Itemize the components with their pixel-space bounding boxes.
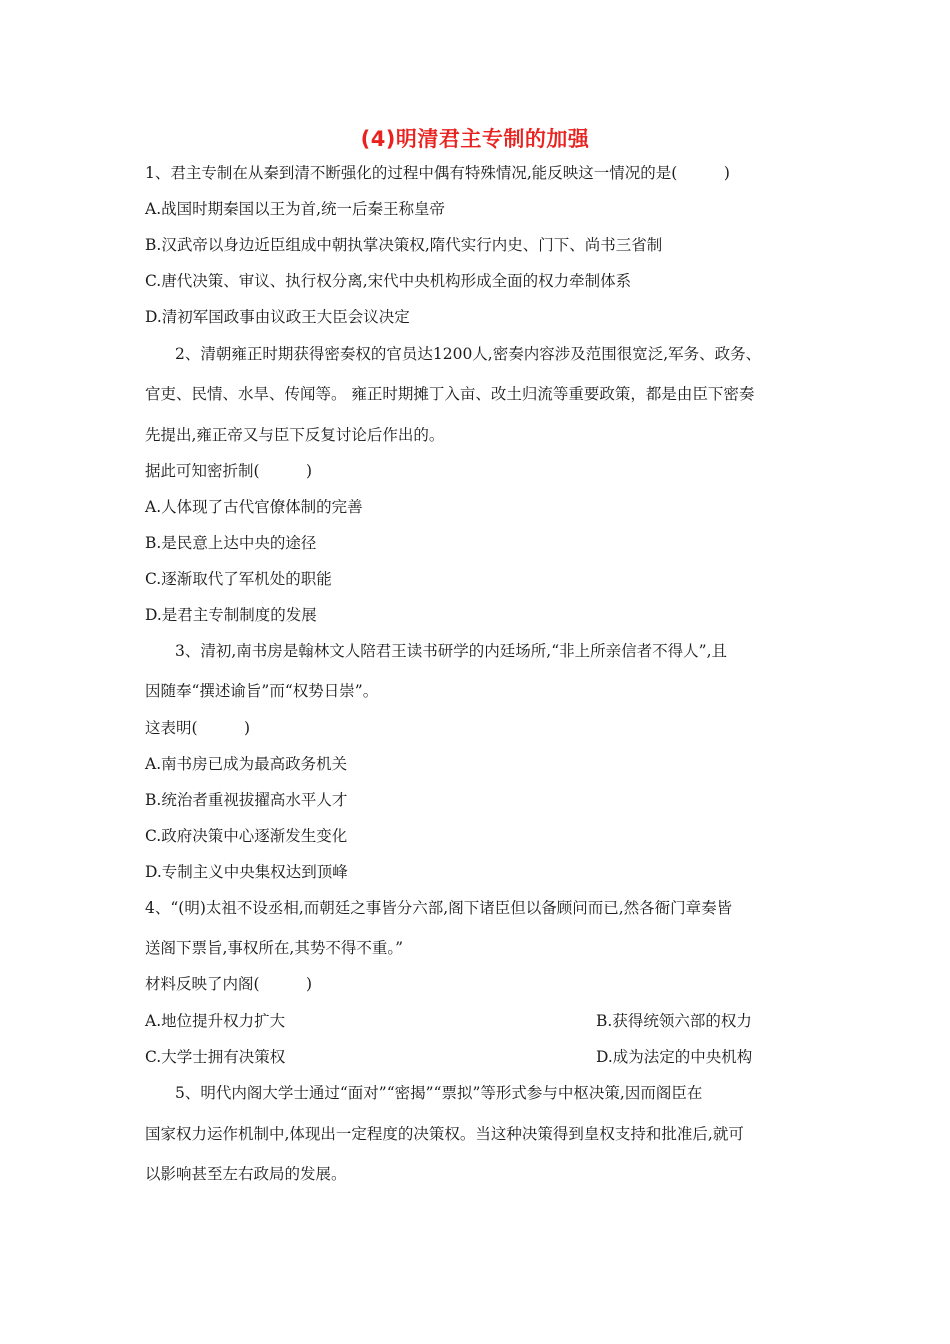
- question-4-option-b: B.获得统领六部的权力: [596, 1012, 752, 1030]
- question-3-option-a: A.南书房已成为最高政务机关: [145, 755, 348, 773]
- question-2-stem-line-2: 官吏、民情、水旱、传闻等。 雍正时期摊丁入亩、改土归流等重要政策，都是由臣下密奏: [145, 385, 755, 403]
- question-2-prompt: 据此可知密折制( ): [145, 462, 313, 480]
- question-3-prompt: 这表明( ): [145, 719, 251, 737]
- question-2-option-d: D.是君主专制制度的发展: [145, 606, 317, 624]
- question-4-prompt: 材料反映了内阁( ): [145, 975, 313, 993]
- question-3-stem-line-2: 因随奉“撰述谕旨”而“权势日崇”。: [145, 682, 379, 700]
- question-3-option-c: C.政府决策中心逐渐发生变化: [145, 827, 348, 845]
- question-2-stem-line-1: 2、清朝雍正时期获得密奏权的官员达1200人,密奏内容涉及范围很宽泛,军务、政务、: [175, 345, 762, 363]
- question-2-option-c: C.逐渐取代了军机处的职能: [145, 570, 332, 588]
- question-1-option-a: A.战国时期秦国以王为首,统一后秦王称皇帝: [145, 200, 446, 218]
- document-title: (4)明清君主专制的加强: [360, 127, 590, 151]
- question-5-stem-line-1: 5、明代内阁大学士通过“面对”“密揭”“票拟”等形式参与中枢决策,因而阁臣在: [175, 1084, 703, 1102]
- question-1-option-c: C.唐代决策、审议、执行权分离,宋代中央机构形成全面的权力牵制体系: [145, 272, 632, 290]
- question-1-option-d: D.清初军国政事由议政王大臣会议决定: [145, 308, 410, 326]
- question-2-option-a: A.人体现了古代官僚体制的完善: [145, 498, 363, 516]
- question-1-option-b: B.汉武帝以身边近臣组成中朝执掌决策权,隋代实行内史、门下、尚书三省制: [145, 236, 663, 254]
- question-4-stem-line-1: 4、“(明)太祖不设丞相,而朝廷之事皆分六部,阁下诸臣但以备顾问而已,然各衙门章奏皆: [145, 899, 733, 917]
- question-4-option-c: C.大学士拥有决策权: [145, 1048, 286, 1066]
- question-3-option-d: D.专制主义中央集权达到顶峰: [145, 863, 348, 881]
- question-5-stem-line-3: 以影响甚至左右政局的发展。: [145, 1165, 347, 1183]
- question-2-stem-line-3: 先提出,雍正帝又与臣下反复讨论后作出的。: [145, 426, 445, 444]
- question-5-stem-line-2: 国家权力运作机制中,体现出一定程度的决策权。当这种决策得到皇权支持和批准后,就可: [145, 1125, 744, 1143]
- question-4-option-a: A.地位提升权力扩大: [145, 1012, 286, 1030]
- question-3-option-b: B.统治者重视拔擢高水平人才: [145, 791, 348, 809]
- question-4-option-d: D.成为法定的中央机构: [596, 1048, 753, 1066]
- question-4-stem-line-2: 送阁下票旨,事权所在,其势不得不重。”: [145, 939, 404, 957]
- question-1-stem: 1、君主专制在从秦到清不断强化的过程中偶有特殊情况,能反映这一情况的是( ): [145, 164, 730, 182]
- question-2-option-b: B.是民意上达中央的途径: [145, 534, 317, 552]
- question-3-stem-line-1: 3、清初,南书房是翰林文人陪君王读书研学的内廷场所,“非上所亲信者不得人”,且: [175, 642, 727, 660]
